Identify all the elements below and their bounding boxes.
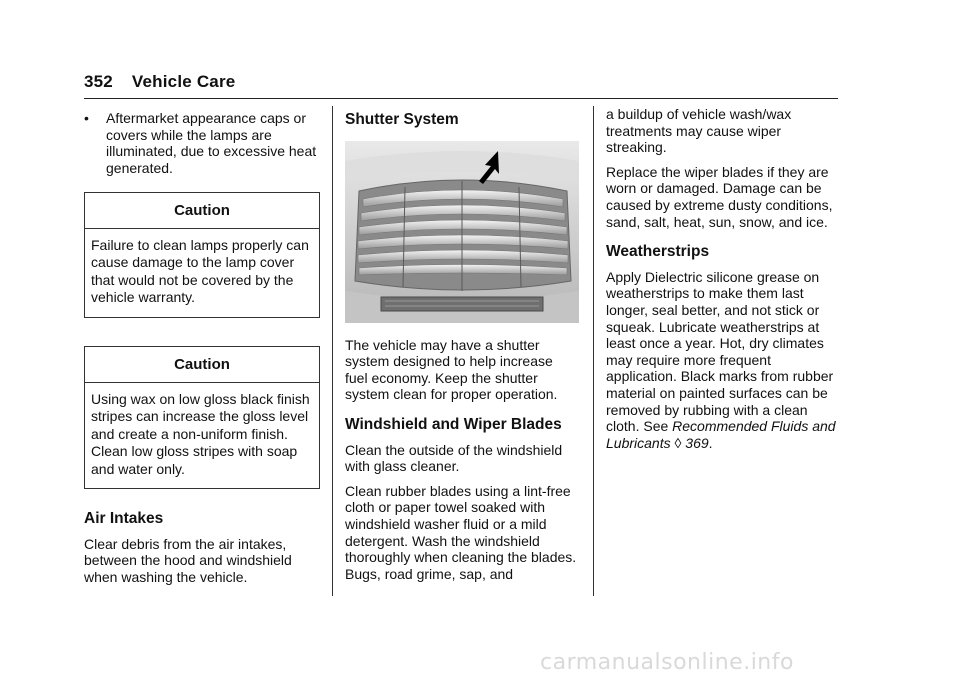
caution-text: Using wax on low gloss black finish stripes can increase the gloss level and create a non-uniform finish. Clean low gloss stripes with soap and water only. [91, 390, 310, 477]
section-heading: Air Intakes [84, 510, 164, 528]
weatherstrips-text: Apply Dielectric silicone grease on weatherstrips to make them last longer, seal better, and not stick or squeak. Lubricate weatherstrips at least once a year. Hot, dry climates may require more frequent application. Black marks from rubber material on painted surfaces can be removed by rubbing with a clean cloth. See [606, 268, 834, 435]
paragraph: Replace the wiper blades if they are worn or damaged. Damage can be caused by extreme dusty conditions, sand, salt, heat, sun, snow, and ice. [606, 163, 833, 230]
section-title: Vehicle Care [131, 72, 236, 91]
caution-text: Failure to clean lamps properly can cause damage to the lamp cover that would not be covered by the vehicle warranty. [91, 236, 309, 306]
column-3 [606, 106, 840, 459]
watermark: carmanualsonline.info [540, 650, 794, 675]
shutter-system-photo [345, 141, 579, 323]
caution-box [84, 346, 320, 489]
section-heading: Shutter System [345, 111, 459, 128]
paragraph: Clear debris from the air intakes, between the hood and windshield when washing the vehicle. [84, 535, 292, 585]
sentence-end: . [708, 434, 713, 451]
column-1 [84, 106, 320, 593]
caution-title: Caution [85, 193, 319, 229]
page-number: 352 [84, 72, 113, 91]
section-heading: Windshield and Wiper Blades [345, 415, 562, 433]
cross-reference-page[interactable]: 369 [685, 434, 709, 451]
bullet-text: Aftermarket appearance caps or covers while the lamps are illuminated, due to excessive heat generated. [106, 110, 317, 176]
column-divider [332, 106, 333, 596]
section-heading: Weatherstrips [606, 243, 710, 261]
paragraph: a buildup of vehicle wash/wax treatments may cause wiper streaking. [606, 106, 792, 156]
header-rule [84, 98, 838, 99]
paragraph: The vehicle may have a shutter system designed to help increase fuel economy. Keep the shutter system clean for proper operation. [345, 336, 558, 403]
column-divider [593, 106, 594, 596]
paragraph [606, 269, 840, 452]
column-2 [345, 106, 579, 590]
caution-title: Caution [85, 347, 319, 383]
paragraph: Clean rubber blades using a lint-free cloth or paper towel soaked with windshield washer fluid or a mild detergent. Wash the windshield thoroughly when cleaning the blades. Bugs, road grime, sap, and [345, 482, 577, 582]
page-ref-symbol: ◊ [674, 434, 682, 451]
cross-reference-link[interactable]: Recommended Fluids and Lubricants [606, 418, 836, 451]
bullet-item [84, 110, 320, 176]
page-header [84, 72, 235, 92]
caution-box [84, 192, 320, 318]
bullet-marker: • [84, 110, 89, 126]
paragraph: Clean the outside of the windshield with glass cleaner. [345, 441, 563, 475]
